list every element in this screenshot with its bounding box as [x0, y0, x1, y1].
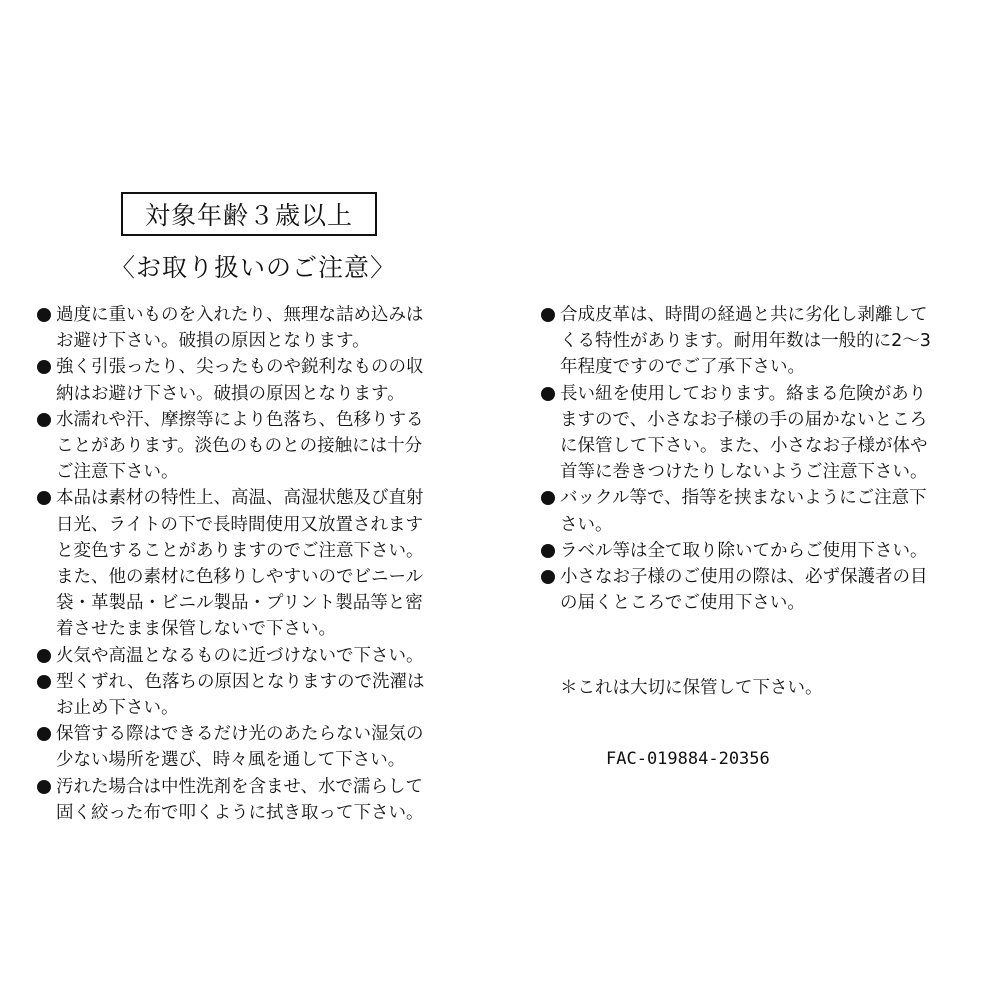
caution-text-line: ますので、小さなお子様の手の届かないところ — [560, 409, 928, 430]
caution-item — [36, 721, 476, 773]
caution-text-line: 固く絞った布で叩くように拭き取って下さい。 — [56, 802, 424, 823]
caution-item — [36, 643, 476, 669]
caution-text-line: 汚れた場合は中性洗剤を含ませ、水で濡らして — [56, 776, 423, 797]
bullet-icon — [37, 675, 51, 689]
caution-text-line: 日光、ライトの下で長時間使用又放置されます — [56, 514, 423, 535]
caution-text-line: 水濡れや汗、摩擦等により色落ち、色移りする — [56, 409, 424, 430]
caution-item — [36, 302, 476, 354]
caution-text-line: 強く引張ったり、尖ったものや鋭利なものの収 — [56, 357, 424, 378]
caution-text-line: さい。 — [560, 514, 613, 535]
caution-text-line: ことがあります。淡色のものとの接触には十分 — [56, 436, 423, 457]
caution-text-line: 型くずれ、色落ちの原因となりますので洗濯は — [56, 671, 425, 692]
bullet-icon — [37, 360, 51, 374]
caution-text-line: 着させたまま保管しないで下さい。 — [56, 619, 336, 640]
caution-item — [540, 485, 980, 537]
bullet-icon — [541, 387, 555, 401]
caution-text-line: 袋・革製品・ビニル製品・プリント製品等と密 — [56, 593, 423, 614]
caution-text-line: 本品は素材の特性上、高温、高湿状態及び直射 — [56, 488, 424, 509]
caution-item — [540, 564, 980, 616]
caution-text-line: 首等に巻きつけたりしないようご注意下さい。 — [560, 462, 928, 483]
caution-text-line: お避け下さい。破損の原因となります。 — [56, 331, 370, 352]
bullet-icon — [37, 308, 51, 322]
caution-text-line: 保管する際はできるだけ光のあたらない湿気の — [56, 724, 424, 745]
caution-text-line: 長い紐を使用しております。絡まる危険があり — [560, 383, 927, 404]
right-notes-list — [540, 302, 980, 616]
caution-text-line: 合成皮革は、時間の経過と共に劣化し剥離して — [560, 305, 928, 325]
bullet-icon — [37, 727, 51, 741]
bullet-icon — [541, 308, 555, 322]
caution-text-line: お止め下さい。 — [56, 698, 179, 719]
caution-item — [36, 774, 476, 826]
caution-text-line: バックル等で、指等を挟まないようにご注意下 — [560, 488, 927, 509]
caution-text-line: 年程度ですのでご了承下さい。 — [560, 357, 805, 378]
caution-text-line: に保管して下さい。また、小さなお子様が体や — [560, 436, 928, 457]
caution-item — [36, 407, 476, 486]
caution-text-line: 過度に重いものを入れたり、無理な詰め込みは — [56, 305, 424, 325]
left-notes-list — [36, 302, 476, 826]
bullet-icon — [37, 413, 51, 427]
caution-text-line: ラベル等は全て取り除いてからご使用下さい。 — [560, 540, 928, 561]
bullet-icon — [541, 570, 555, 584]
caution-text-line: 少ない場所を選び、時々風を通して下さい。 — [56, 750, 406, 771]
caution-item — [36, 485, 476, 642]
caution-text-line: また、他の素材に色移りしやすいのでビニール — [56, 567, 424, 588]
product-code: FAC-019884-20356 — [606, 749, 770, 769]
caution-text-line: 納はお避け下さい。破損の原因となります。 — [56, 383, 405, 404]
caution-item — [36, 354, 476, 406]
caution-item — [36, 669, 476, 721]
caution-item — [540, 538, 980, 564]
caution-text-line: 火気や高温となるものに近づけないで下さい。 — [56, 645, 424, 666]
bullet-icon — [37, 780, 51, 794]
caution-text-line: と変色することがありますのでご注意下さい。 — [56, 540, 424, 561]
bullet-icon — [37, 491, 51, 505]
age-label: 対象年齢３歳以上 — [144, 201, 353, 230]
caution-item — [540, 302, 980, 381]
caution-text-line: の届くところでご使用下さい。 — [560, 593, 805, 614]
handling-heading: 〈お取り扱いのご注意〉 — [109, 253, 396, 282]
keep-notice: ＊これは大切に保管して下さい。 — [560, 678, 823, 698]
caution-item — [540, 381, 980, 486]
age-label-box — [121, 192, 377, 236]
bullet-icon — [37, 649, 51, 663]
caution-text-line: ご注意下さい。 — [56, 462, 179, 483]
caution-text-line: くる特性があります。耐用年数は一般的に2〜3 — [560, 331, 931, 352]
caution-text-line: 小さなお子様のご使用の際は、必ず保護者の目 — [560, 567, 928, 588]
bullet-icon — [541, 491, 555, 505]
bullet-icon — [541, 544, 555, 558]
